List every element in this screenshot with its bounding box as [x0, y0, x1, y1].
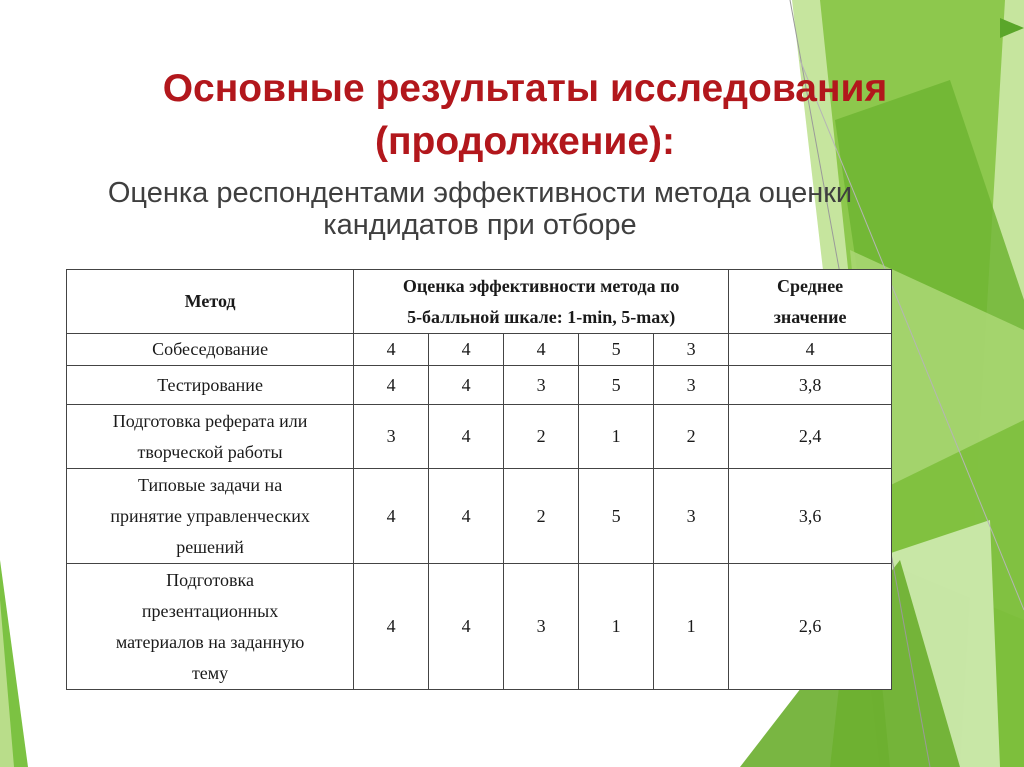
table-header-row — [67, 270, 892, 334]
table-row — [67, 334, 892, 366]
score-cell: 4 — [429, 366, 504, 405]
method-line: Типовые задачи на — [137, 474, 283, 495]
score-cell: 4 — [354, 334, 429, 366]
score-cell: 4 — [429, 405, 504, 469]
method-line: решений — [176, 536, 244, 557]
method-line: Тестирование — [157, 374, 263, 395]
table-row — [67, 469, 892, 564]
header-average-line-1: Среднее — [776, 275, 844, 296]
header-score-line-2: 5-балльной шкале: 1-min, 5-max) — [407, 306, 676, 327]
method-line: презентационных — [141, 600, 279, 621]
score-cell: 4 — [429, 469, 504, 564]
title-line-2: (продолжение): — [374, 120, 676, 163]
results-table — [66, 269, 892, 690]
method-cell — [67, 564, 354, 690]
average-cell: 3,6 — [729, 469, 892, 564]
title-line-1: Основные результаты исследования — [162, 67, 888, 110]
average-cell: 2,6 — [729, 564, 892, 690]
score-cell: 4 — [504, 334, 579, 366]
average-cell: 3,8 — [729, 366, 892, 405]
average-cell: 4 — [729, 334, 892, 366]
method-line: Подготовка реферата или — [112, 410, 308, 431]
header-average-line-2: значение — [773, 306, 847, 327]
score-cell: 4 — [354, 469, 429, 564]
score-cell: 5 — [579, 366, 654, 405]
score-cell: 2 — [504, 469, 579, 564]
method-line: Собеседование — [152, 339, 269, 359]
method-cell — [67, 469, 354, 564]
score-cell: 4 — [429, 334, 504, 366]
score-cell: 4 — [429, 564, 504, 690]
score-cell: 3 — [504, 366, 579, 405]
score-cell: 4 — [354, 564, 429, 690]
score-cell: 1 — [579, 405, 654, 469]
score-cell: 1 — [654, 564, 729, 690]
method-cell — [67, 405, 354, 469]
score-cell: 1 — [579, 564, 654, 690]
score-cell: 3 — [654, 366, 729, 405]
score-cell: 2 — [654, 405, 729, 469]
method-cell — [67, 366, 354, 405]
header-score-line-1: Оценка эффективности метода по — [402, 275, 680, 296]
score-cell: 3 — [354, 405, 429, 469]
table-row — [67, 564, 892, 690]
subtitle-line-1: Оценка респондентами эффективности метода оценки — [107, 177, 853, 209]
table-row — [67, 366, 892, 405]
slide-subtitle — [20, 177, 940, 241]
table-row — [67, 405, 892, 469]
score-cell: 2 — [504, 405, 579, 469]
score-cell: 4 — [354, 366, 429, 405]
method-line: Подготовка — [166, 569, 255, 590]
method-line: тему — [191, 662, 229, 683]
method-line: принятие управленческих — [110, 505, 310, 526]
header-score — [354, 270, 729, 334]
score-cell: 3 — [504, 564, 579, 690]
subtitle-line-2: кандидатов при отборе — [323, 209, 637, 241]
header-average — [729, 270, 892, 334]
method-line: творческой работы — [137, 441, 283, 462]
score-cell: 3 — [654, 469, 729, 564]
method-line: материалов на заданную — [115, 631, 305, 652]
average-cell: 2,4 — [729, 405, 892, 469]
header-method: Метод — [67, 270, 354, 334]
score-cell: 5 — [579, 469, 654, 564]
method-cell — [67, 334, 354, 366]
score-cell: 5 — [579, 334, 654, 366]
slide-title — [60, 62, 990, 168]
score-cell: 3 — [654, 334, 729, 366]
